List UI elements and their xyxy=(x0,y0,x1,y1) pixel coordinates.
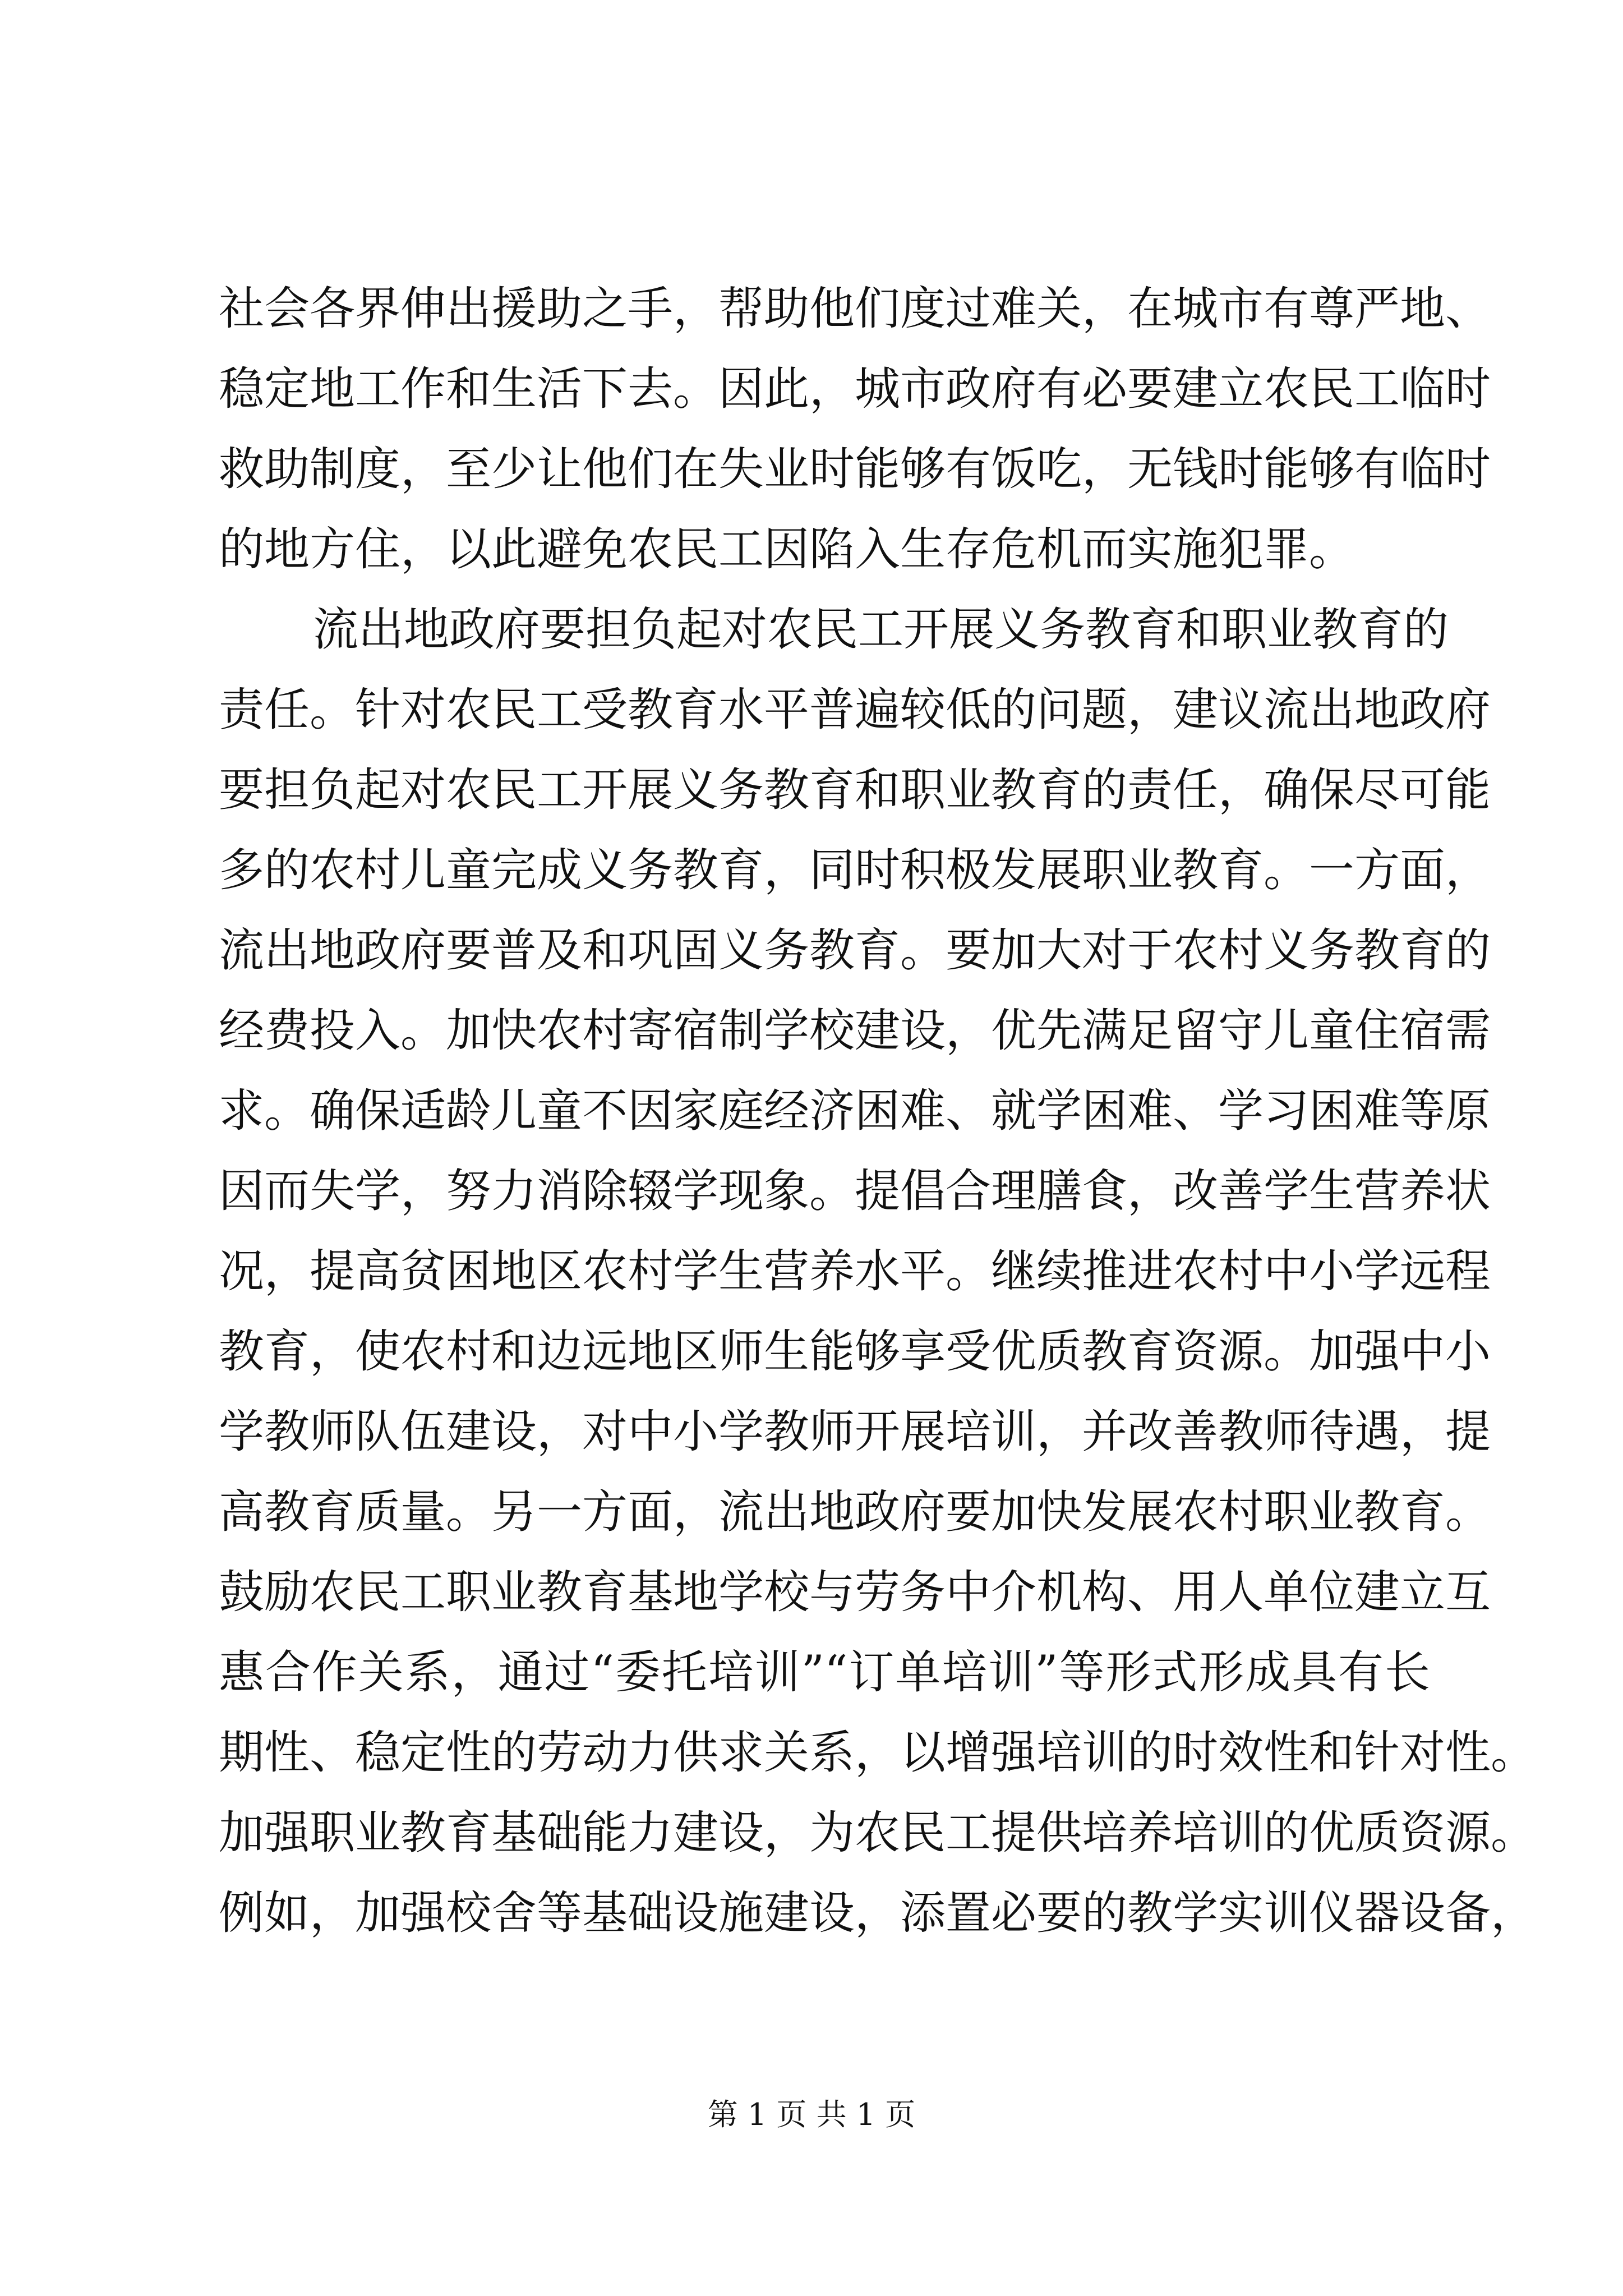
text-line: 稳定地工作和生活下去。因此，城市政府有必要建立农民工临时 xyxy=(219,363,1491,416)
text-line: 高教育质量。另一方面，流出地政府要加快发展农村职业教育。 xyxy=(219,1486,1491,1539)
text-line: 学教师队伍建设，对中小学教师开展培训，并改善教师待遇，提 xyxy=(219,1406,1491,1458)
text-line: 期性、稳定性的劳动力供求关系，以增强培训的时效性和针对性。 xyxy=(219,1727,1537,1779)
paragraph xyxy=(219,269,1491,590)
text-line: 鼓励农民工职业教育基地学校与劳务中介机构、用人单位建立互 xyxy=(219,1566,1491,1619)
text-line: 因而失学，努力消除辍学现象。提倡合理膳食，改善学生营养状 xyxy=(219,1165,1491,1218)
text-line: 教育，使农村和边远地区师生能够享受优质教育资源。加强中小 xyxy=(219,1326,1491,1378)
text-line: 多的农村儿童完成义务教育，同时积极发展职业教育。一方面， xyxy=(219,844,1491,897)
text-line: 例如，加强校舍等基础设施建设，添置必要的教学实训仪器设备， xyxy=(219,1887,1537,1940)
text-line: 况，提高贫困地区农村学生营养水平。继续推进农村中小学远程 xyxy=(219,1245,1491,1298)
text-line: 经费投入。加快农村寄宿制学校建设，优先满足留守儿童住宿需 xyxy=(219,1005,1491,1057)
text-line: 惠合作关系，通过“委托培训”“订单培训”等形式形成具有长 xyxy=(219,1646,1430,1699)
document-body xyxy=(219,269,1537,1954)
text-line: 责任。针对农民工受教育水平普遍较低的问题，建议流出地政府 xyxy=(219,684,1491,737)
paragraph xyxy=(219,590,1537,1954)
text-line: 的地方住，以此避免农民工因陷入生存危机而实施犯罪。 xyxy=(219,523,1355,576)
page-footer xyxy=(0,2095,1623,2134)
text-line: 要担负起对农民工开展义务教育和职业教育的责任，确保尽可能 xyxy=(219,764,1491,817)
page-number-label: 第 1 页 共 1 页 xyxy=(707,2097,916,2132)
text-line: 流出地政府要担负起对农民工开展义务教育和职业教育的 xyxy=(313,604,1449,656)
text-line: 求。确保适龄儿童不因家庭经济困难、就学困难、学习困难等原 xyxy=(219,1085,1491,1138)
text-line: 流出地政府要普及和巩固义务教育。要加大对于农村义务教育的 xyxy=(219,924,1491,977)
text-line: 社会各界伸出援助之手，帮助他们度过难关，在城市有尊严地、 xyxy=(219,283,1491,335)
text-line: 救助制度，至少让他们在失业时能够有饭吃，无钱时能够有临时 xyxy=(219,443,1491,496)
text-line: 加强职业教育基础能力建设，为农民工提供培养培训的优质资源。 xyxy=(219,1807,1537,1860)
